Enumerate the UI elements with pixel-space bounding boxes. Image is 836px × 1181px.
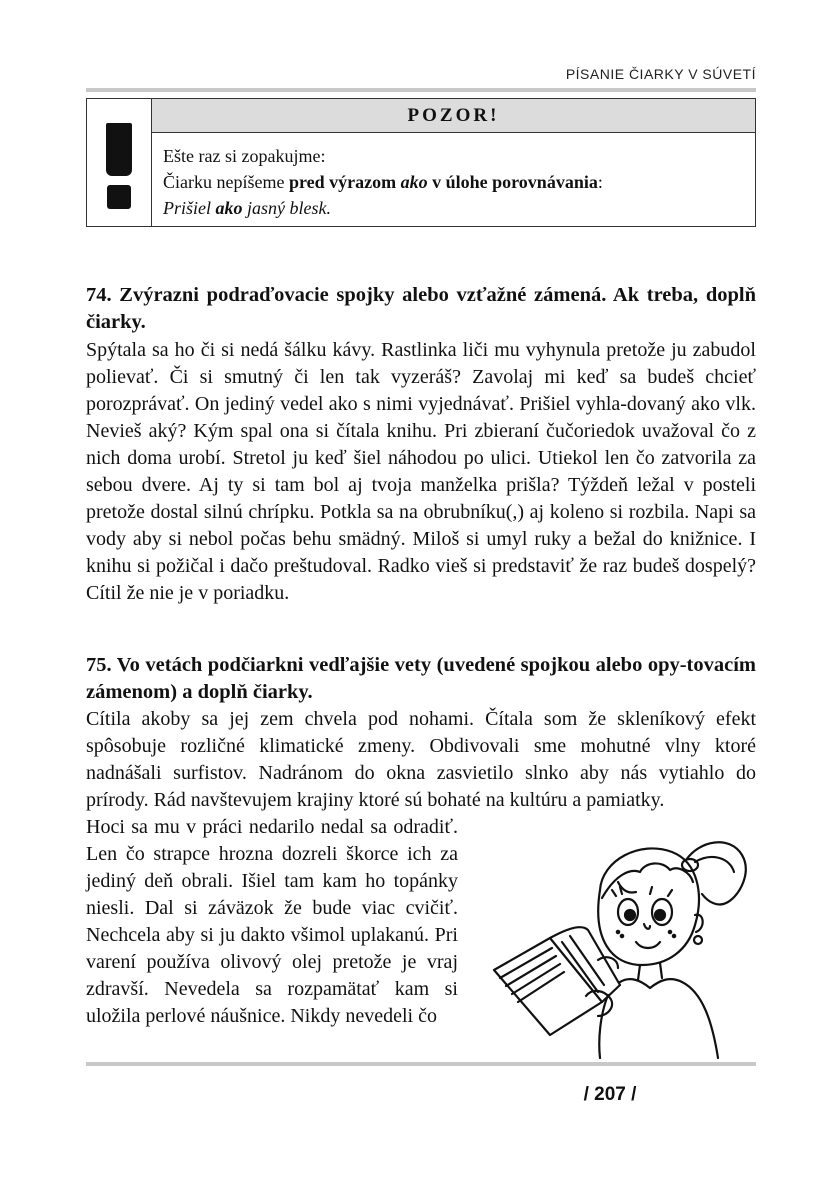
page-number: / 207 / xyxy=(583,1084,637,1105)
exercise-75-text-wrapped: Hoci sa mu v práci nedarilo nedal sa odradiť. Len čo strapce hrozna dozreli škorce ich za jediný deň obrali. Išiel tam kam ho topánky niesli. Dal si záväzok že bude viac cvičiť. Nechcela aby si ju dakto všimol uplakanú. Pri varení používa olivový olej pretože je vraj zdravší. Nevedela sa rozpamätať kam si uložila perlové náušnice. Nikdy nevedeli čo xyxy=(86,816,458,1027)
exclamation-icon xyxy=(87,99,152,226)
pozor-box xyxy=(86,98,756,227)
girl-reading-illustration xyxy=(490,820,760,1060)
pozor-title: POZOR! xyxy=(152,99,755,133)
exercise-75-title: 75. Vo vetách podčiarkni vedľajšie vety (uvedené spojkou alebo opy-tovacím zámenom) a doplň čiarky. xyxy=(86,654,756,703)
pozor-line-1: Ešte raz si zopakujme: xyxy=(163,146,326,166)
running-header: PÍSANIE ČIARKY V SÚVETÍ xyxy=(565,66,756,82)
exercise-75-text: Cítila akoby sa jej zem chvela pod nohami. Čítala som že skleníkový efekt spôsobuje rozličné klimatické zmeny. Obdivovali sme mohutné vlny ktoré nadnášali surfistov. Nadránom do okna zasvietilo slnko aby nás vytiahlo do prírody. Rád navštevujem krajiny ktoré sú bohaté na kultúru a pamiatky. xyxy=(86,708,756,811)
exercise-74-text: Spýtala sa ho či si nedá šálku kávy. Rastlinka liči mu vyhynula pretože ju zabudol polievať. Či si smutný či len tak vyzeráš? Zavolaj mi keď sa budeš chcieť porozprávať. On jediný vedel ako s nimi vyjednávať. Prišiel vyhla-dovaný ako vlk. Nevieš aký? Kým spal ona si čítala knihu. Pri zbieraní čučoriedok uvažoval čo z nich doma urobí. Stretol ju keď šiel náhodou po ulici. Utiekol len čo zatvorila za sebou dvere. Aj ty si tam bol aj tvoja manželka prišla? Týždeň ležal v posteli pretože dostal silnú chrípku. Potkla sa na obrubníku(,) aj koleno si rozbila. Napi sa vody aby si nebol počas behu smädný. Miloš si umyl ruky a bežal do knižnice. I knihu si požičal i dačo preštudoval. Radko vieš si predstaviť že raz budeš dospelý? Cítil že nie je v poriadku. xyxy=(86,339,756,604)
header-rule xyxy=(86,88,756,92)
pozor-body xyxy=(163,143,745,221)
pozor-line-2: Čiarku nepíšeme pred výrazom ako v úlohe porovnávania: xyxy=(163,172,603,192)
footer-rule xyxy=(86,1062,756,1066)
pozor-line-3: Prišiel ako jasný blesk. xyxy=(163,198,331,218)
exercise-74-title: 74. Zvýrazni podraďovacie spojky alebo vzťažné zámená. Ak treba, doplň čiarky. xyxy=(86,284,756,333)
